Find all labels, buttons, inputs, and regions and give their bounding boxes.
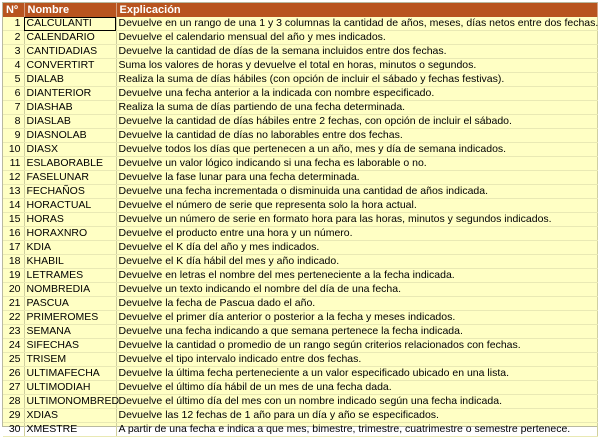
table-row (3, 423, 597, 437)
function-name-cell[interactable]: KHABIL (24, 255, 116, 269)
row-number-cell[interactable]: 1 (3, 17, 24, 31)
row-number-cell[interactable]: 17 (3, 241, 24, 255)
explanation-cell[interactable]: Devuelve la cantidad o promedio de un rango según criterios relacionados con fechas. (116, 339, 597, 353)
row-number-cell[interactable]: 24 (3, 339, 24, 353)
row-number-cell[interactable]: 11 (3, 157, 24, 171)
table-row (3, 101, 597, 115)
function-name-cell[interactable]: HORACTUAL (24, 199, 116, 213)
header-explanation[interactable]: Explicación (116, 3, 597, 17)
explanation-cell[interactable]: Realiza la suma de días hábiles (con opción de incluir el sábado y fechas festivas). (116, 73, 597, 87)
row-number-cell[interactable]: 19 (3, 269, 24, 283)
row-number-cell[interactable]: 16 (3, 227, 24, 241)
explanation-cell[interactable]: Devuelve un valor lógico indicando si una fecha es laborable o no. (116, 157, 597, 171)
row-number-cell[interactable]: 23 (3, 325, 24, 339)
row-number-cell[interactable]: 5 (3, 73, 24, 87)
function-name-cell[interactable]: ULTIMODIAH (24, 381, 116, 395)
row-number-cell[interactable]: 13 (3, 185, 24, 199)
row-number-cell[interactable]: 8 (3, 115, 24, 129)
explanation-cell[interactable]: Devuelve el producto entre una hora y un número. (116, 227, 597, 241)
row-number-cell[interactable]: 3 (3, 45, 24, 59)
row-number-cell[interactable]: 27 (3, 381, 24, 395)
explanation-cell[interactable]: Devuelve todos los días que pertenecen a un año, mes y día de semana indicados. (116, 143, 597, 157)
table-row (3, 143, 597, 157)
table-row (3, 59, 597, 73)
explanation-cell[interactable]: Devuelve la cantidad de días hábiles entre 2 fechas, con opción de incluir el sábado. (116, 115, 597, 129)
function-name-cell[interactable]: SEMANA (24, 325, 116, 339)
function-name-cell[interactable]: FECHAÑOS (24, 185, 116, 199)
function-name-cell[interactable]: KDIA (24, 241, 116, 255)
function-name-cell[interactable]: XDIAS (24, 409, 116, 423)
header-num[interactable]: Nº (3, 3, 24, 17)
table-row (3, 367, 597, 381)
row-number-cell[interactable]: 7 (3, 101, 24, 115)
explanation-cell[interactable]: Devuelve el primer día anterior o posterior a la fecha y meses indicados. (116, 311, 597, 325)
explanation-cell[interactable]: Devuelve la cantidad de días de la semana incluidos entre dos fechas. (116, 45, 597, 59)
function-name-cell[interactable]: XMESTRE (24, 423, 116, 437)
row-number-cell[interactable]: 6 (3, 87, 24, 101)
explanation-cell[interactable]: Devuelve la cantidad de días no laborables entre dos fechas. (116, 129, 597, 143)
explanation-cell[interactable]: Devuelve en letras el nombre del mes perteneciente a la fecha indicada. (116, 269, 597, 283)
table-row (3, 311, 597, 325)
row-number-cell[interactable]: 29 (3, 409, 24, 423)
function-name-cell[interactable]: DIASLAB (24, 115, 116, 129)
function-name-cell[interactable]: FASELUNAR (24, 171, 116, 185)
explanation-cell[interactable]: Devuelve un texto indicando el nombre del día de una fecha. (116, 283, 597, 297)
table-row (3, 297, 597, 311)
row-number-cell[interactable]: 21 (3, 297, 24, 311)
row-number-cell[interactable]: 15 (3, 213, 24, 227)
table-row (3, 395, 597, 409)
explanation-cell[interactable]: Devuelve el tipo intervalo indicado entre dos fechas. (116, 353, 597, 367)
table-row (3, 31, 597, 45)
row-number-cell[interactable]: 18 (3, 255, 24, 269)
table-row (3, 409, 597, 423)
explanation-cell[interactable]: Devuelve la fecha de Pascua dado el año. (116, 297, 597, 311)
function-name-cell[interactable]: NOMBREDIA (24, 283, 116, 297)
table-row (3, 227, 597, 241)
explanation-cell[interactable]: Devuelve la fase lunar para una fecha determinada. (116, 171, 597, 185)
explanation-cell[interactable]: Devuelve una fecha indicando a que semana pertenece la fecha indicada. (116, 325, 597, 339)
function-name-cell[interactable]: CONVERTIRT (24, 59, 116, 73)
table-row (3, 199, 597, 213)
table-row (3, 381, 597, 395)
explanation-cell[interactable]: Suma los valores de horas y devuelve el total en horas, minutos o segundos. (116, 59, 597, 73)
table-row (3, 241, 597, 255)
explanation-cell[interactable]: Devuelve el número de serie que representa solo la hora actual. (116, 199, 597, 213)
function-name-cell[interactable]: LETRAMES (24, 269, 116, 283)
row-number-cell[interactable]: 20 (3, 283, 24, 297)
table-row (3, 255, 597, 269)
explanation-cell[interactable]: Devuelve la última fecha perteneciente a un valor especificado ubicado en una lista. (116, 367, 597, 381)
row-number-cell[interactable]: 9 (3, 129, 24, 143)
function-name-cell[interactable]: DIASNOLAB (24, 129, 116, 143)
explanation-cell[interactable]: Devuelve el K día del año y mes indicados. (116, 241, 597, 255)
function-name-cell[interactable]: CANTIDADIAS (24, 45, 116, 59)
explanation-cell[interactable]: Devuelve el K día hábil del mes y año indicado. (116, 255, 597, 269)
row-number-cell[interactable]: 14 (3, 199, 24, 213)
explanation-cell[interactable]: Devuelve una fecha anterior a la indicada con nombre especificado. (116, 87, 597, 101)
row-number-cell[interactable]: 10 (3, 143, 24, 157)
function-name-cell[interactable]: DIASHAB (24, 101, 116, 115)
explanation-cell[interactable]: Devuelve las 12 fechas de 1 año para un día y año se especificados. (116, 409, 597, 423)
row-number-cell[interactable]: 28 (3, 395, 24, 409)
row-number-cell[interactable]: 4 (3, 59, 24, 73)
table-row (3, 283, 597, 297)
function-name-cell[interactable]: ESLABORABLE (24, 157, 116, 171)
explanation-cell[interactable]: Devuelve el calendario mensual del año y mes indicados. (116, 31, 597, 45)
row-number-cell[interactable]: 25 (3, 353, 24, 367)
functions-table (3, 3, 598, 437)
function-name-cell[interactable]: TRISEM (24, 353, 116, 367)
table-row (3, 171, 597, 185)
function-name-cell[interactable]: ULTIMONOMBRED (24, 395, 116, 409)
explanation-cell[interactable]: Devuelve el último día del mes con un nombre indicado según una fecha indicada. (116, 395, 597, 409)
row-number-cell[interactable]: 26 (3, 367, 24, 381)
row-number-cell[interactable]: 12 (3, 171, 24, 185)
spreadsheet-table-container (2, 2, 599, 436)
function-name-cell[interactable]: ULTIMAFECHA (24, 367, 116, 381)
table-row (3, 157, 597, 171)
table-row (3, 45, 597, 59)
header-name[interactable]: Nombre (24, 3, 116, 17)
table-row (3, 269, 597, 283)
function-name-cell[interactable]: HORAS (24, 213, 116, 227)
table-row (3, 213, 597, 227)
function-name-cell[interactable]: DIANTERIOR (24, 87, 116, 101)
row-number-cell[interactable]: 22 (3, 311, 24, 325)
table-row (3, 185, 597, 199)
table-row (3, 129, 597, 143)
table-row (3, 87, 597, 101)
function-name-cell[interactable]: SIFECHAS (24, 339, 116, 353)
explanation-cell[interactable]: Devuelve el último día hábil de un mes de una fecha dada. (116, 381, 597, 395)
table-row (3, 353, 597, 367)
function-name-cell[interactable]: CALCULANTI (24, 17, 116, 31)
row-number-cell[interactable]: 2 (3, 31, 24, 45)
function-name-cell[interactable]: DIALAB (24, 73, 116, 87)
explanation-cell[interactable]: Devuelve en un rango de una 1 y 3 columnas la cantidad de años, meses, días netos entre dos fechas. (116, 17, 597, 31)
function-name-cell[interactable]: DIASX (24, 143, 116, 157)
function-name-cell[interactable]: PRIMEROMES (24, 311, 116, 325)
table-row (3, 325, 597, 339)
table-row (3, 17, 597, 31)
function-name-cell[interactable]: HORAXNRO (24, 227, 116, 241)
table-row (3, 339, 597, 353)
header-row (3, 3, 597, 17)
function-name-cell[interactable]: PASCUA (24, 297, 116, 311)
row-number-cell[interactable]: 30 (3, 423, 24, 437)
table-row (3, 115, 597, 129)
explanation-cell[interactable]: Realiza la suma de días partiendo de una fecha determinada. (116, 101, 597, 115)
explanation-cell[interactable]: Devuelve una fecha incrementada o disminuida una cantidad de años indicada. (116, 185, 597, 199)
table-row (3, 73, 597, 87)
function-name-cell[interactable]: CALENDARIO (24, 31, 116, 45)
explanation-cell[interactable]: Devuelve un número de serie en formato hora para las horas, minutos y segundos indicados. (116, 213, 597, 227)
explanation-cell[interactable]: A partir de una fecha e indica a que mes, bimestre, trimestre, cuatrimestre o semestre pertenece. (116, 423, 597, 437)
